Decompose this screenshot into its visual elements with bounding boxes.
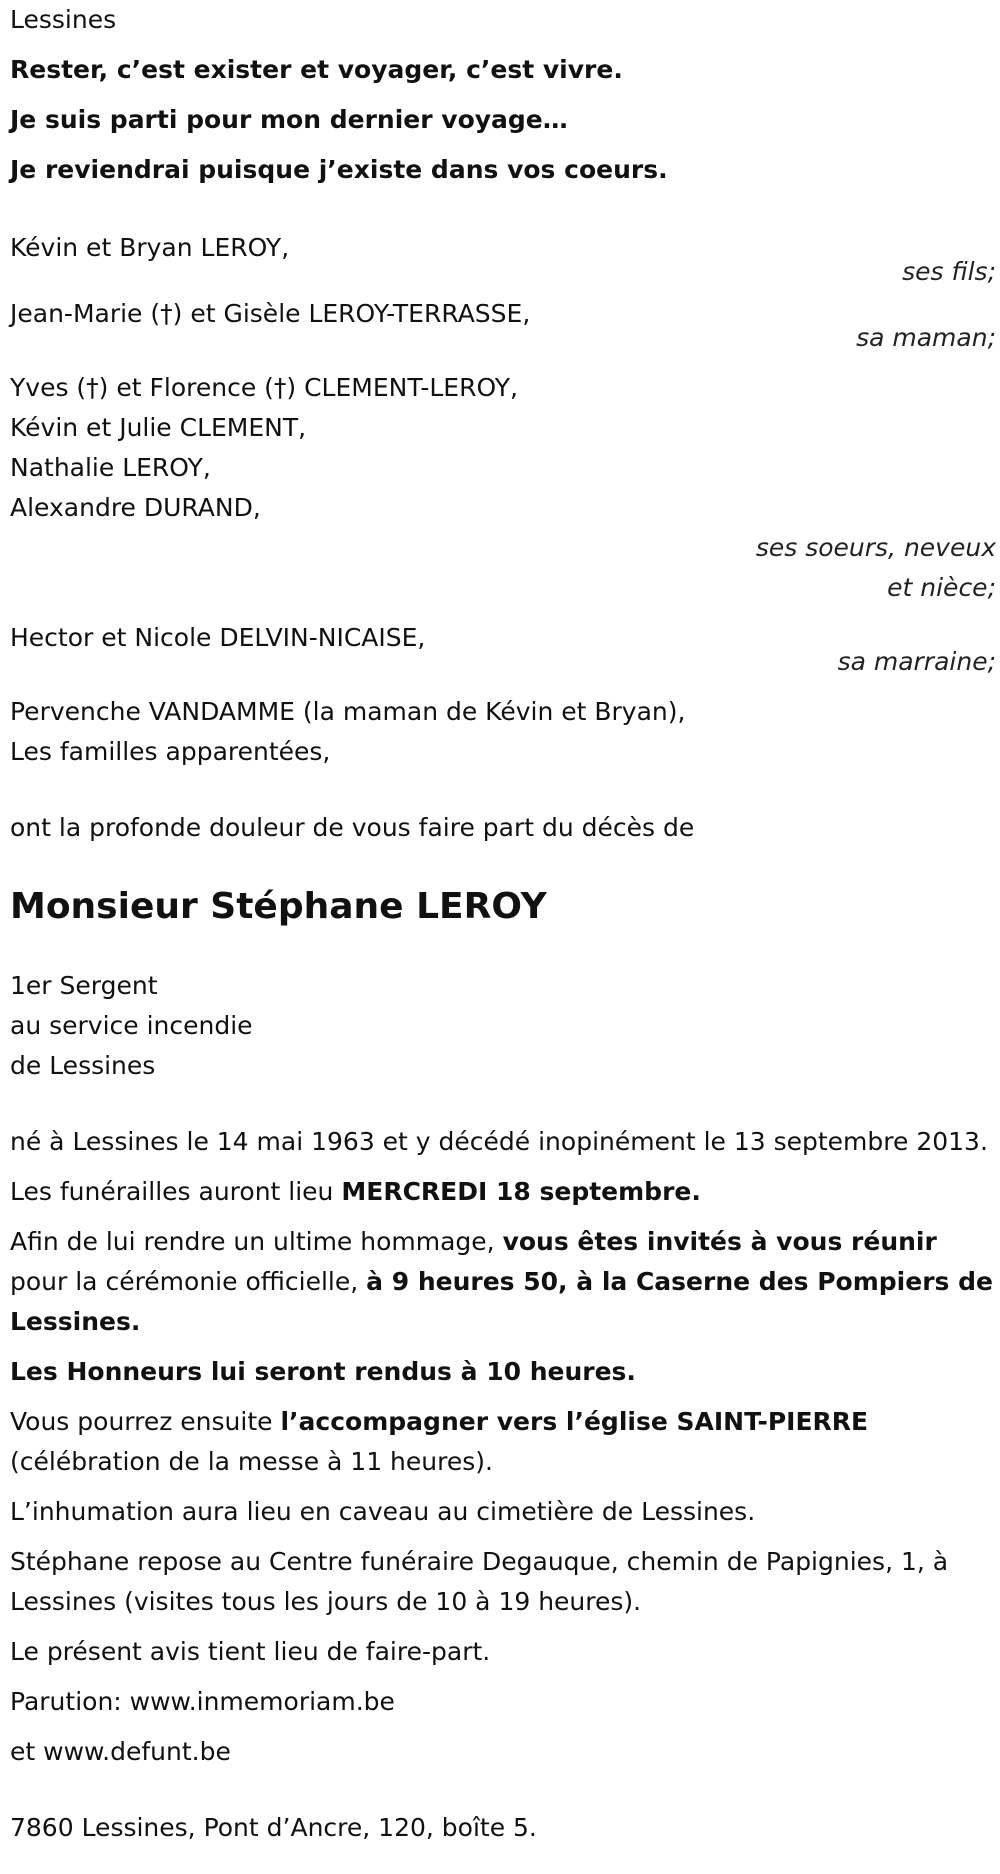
family-sibling: Yves (†) et Florence (†) CLEMENT-LEROY, bbox=[10, 373, 518, 402]
ceremony-part: Afin de lui rendre un ultime hommage, bbox=[10, 1227, 503, 1256]
church-text bbox=[10, 1402, 996, 1482]
honours: Les Honneurs lui seront rendus à 10 heures. bbox=[10, 1357, 636, 1386]
ceremony-part: pour la cérémonie officielle, bbox=[10, 1267, 367, 1296]
spacer bbox=[10, 40, 996, 50]
family-sibling: Kévin et Julie CLEMENT, bbox=[10, 413, 307, 442]
ceremony-bold: vous êtes invités à vous réunir bbox=[502, 1227, 937, 1256]
deceased-name: Monsieur Stéphane LEROY bbox=[10, 886, 547, 927]
spacer bbox=[10, 1482, 996, 1492]
spacer bbox=[10, 1722, 996, 1732]
church-part: (célébration de la messe à 11 heures). bbox=[10, 1447, 493, 1476]
obituary-document bbox=[10, 0, 996, 1848]
family-godmother: Hector et Nicole DELVIN-NICAISE, bbox=[10, 623, 426, 652]
spacer bbox=[10, 190, 996, 226]
rank-line: de Lessines bbox=[10, 1051, 156, 1080]
spacer bbox=[10, 942, 996, 966]
spacer bbox=[10, 1086, 996, 1122]
spacer bbox=[10, 1672, 996, 1682]
rank-line: au service incendie bbox=[10, 1011, 253, 1040]
quote-line-1: Rester, c’est exister et voyager, c’est vivre. bbox=[10, 55, 623, 84]
spacer bbox=[10, 1622, 996, 1632]
spacer bbox=[10, 608, 996, 618]
quote-line-2: Je suis parti pour mon dernier voyage… bbox=[10, 105, 568, 134]
publication-line-2: et www.defunt.be bbox=[10, 1737, 231, 1766]
spacer bbox=[10, 140, 996, 150]
burial: L’inhumation aura lieu en caveau au cimetière de Lessines. bbox=[10, 1497, 756, 1526]
funeral-prefix: Les funérailles auront lieu bbox=[10, 1177, 342, 1206]
spacer bbox=[10, 1772, 996, 1808]
announcement: ont la profonde douleur de vous faire part du décès de bbox=[10, 813, 695, 842]
spacer bbox=[10, 1212, 996, 1222]
funeral-date bbox=[10, 1172, 996, 1212]
spacer bbox=[10, 848, 996, 872]
notice: Le présent avis tient lieu de faire-part. bbox=[10, 1637, 491, 1666]
spacer bbox=[10, 682, 996, 692]
spacer bbox=[10, 90, 996, 100]
spacer bbox=[10, 1532, 996, 1542]
spacer bbox=[10, 1392, 996, 1402]
spacer bbox=[10, 1342, 996, 1352]
family-other: Les familles apparentées, bbox=[10, 737, 331, 766]
spacer bbox=[10, 772, 996, 808]
family-other: Pervenche VANDAMME (la maman de Kévin et Bryan), bbox=[10, 697, 686, 726]
city-heading: Lessines bbox=[10, 5, 117, 34]
address: 7860 Lessines, Pont d’Ancre, 120, boîte 5. bbox=[10, 1813, 537, 1842]
family-parents-role: sa maman; bbox=[856, 323, 996, 352]
rest-place: Stéphane repose au Centre funéraire Degauque, chemin de Papignies, 1, à Lessines (visites tous les jours de 10 à 19 heures). bbox=[10, 1547, 949, 1616]
spacer bbox=[10, 358, 996, 368]
family-sibling: Nathalie LEROY, bbox=[10, 453, 211, 482]
family-siblings-role-1: ses soeurs, neveux bbox=[755, 533, 996, 562]
family-sons: Kévin et Bryan LEROY, bbox=[10, 233, 290, 262]
family-godmother-role: sa marraine; bbox=[837, 647, 996, 676]
church-bold: l’accompagner vers l’église SAINT-PIERRE bbox=[280, 1407, 869, 1436]
quote-line-3: Je reviendrai puisque j’existe dans vos coeurs. bbox=[10, 155, 668, 184]
family-siblings-role-2: et nièce; bbox=[887, 573, 996, 602]
family-sibling: Alexandre DURAND, bbox=[10, 493, 261, 522]
family-parents: Jean-Marie (†) et Gisèle LEROY-TERRASSE, bbox=[10, 299, 531, 328]
ceremony-text bbox=[10, 1222, 996, 1342]
funeral-day: MERCREDI 18 septembre. bbox=[341, 1177, 701, 1206]
church-part: Vous pourrez ensuite bbox=[10, 1407, 281, 1436]
publication-line-1: Parution: www.inmemoriam.be bbox=[10, 1687, 395, 1716]
spacer bbox=[10, 1162, 996, 1172]
birth-death: né à Lessines le 14 mai 1963 et y décédé inopinément le 13 septembre 2013. bbox=[10, 1127, 988, 1156]
rank-line: 1er Sergent bbox=[10, 971, 158, 1000]
family-sons-role: ses fils; bbox=[902, 257, 996, 286]
ceremony-bold: à 9 heures 50, à la Caserne des Pompiers de Lessines. bbox=[10, 1267, 993, 1336]
